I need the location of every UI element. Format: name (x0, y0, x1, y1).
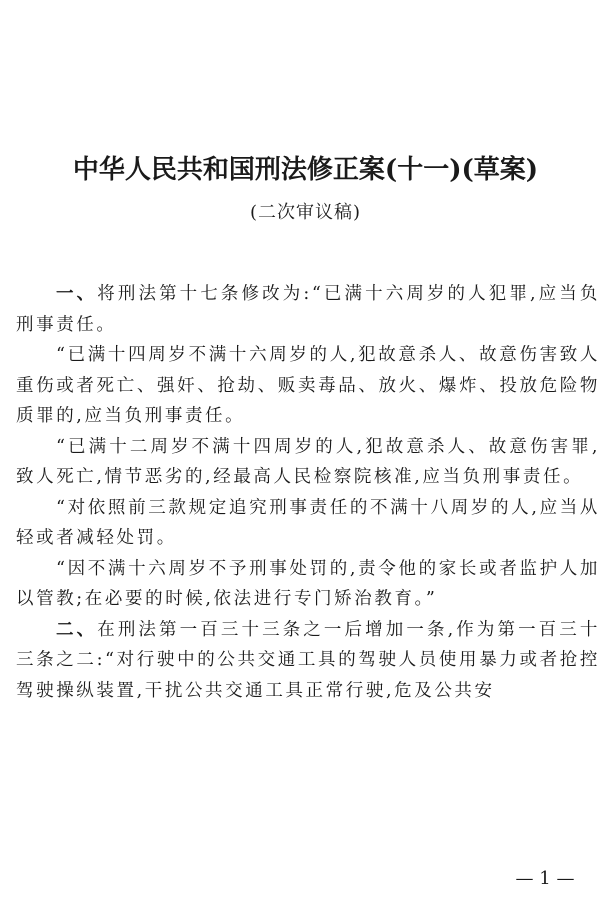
paragraph-1-lead: 一、 (56, 284, 98, 304)
paragraph-5-text: “因不满十六周岁不予刑事处罚的,责令他的家长或者监护人加以管教;在必要的时候,依法进行专门矫治教育。” (16, 558, 600, 609)
paragraph-2-text: “已满十四周岁不满十六周岁的人,犯故意杀人、故意伤害致人重伤或者死亡、强奸、抢劫、贩卖毒品、放火、爆炸、投放危险物质罪的,应当负刑事责任。 (16, 345, 600, 426)
document-body (16, 279, 600, 706)
paragraph-4 (16, 493, 600, 554)
paragraph-3 (16, 432, 600, 493)
document-title: 中华人民共和国刑法修正案(十一)(草案) (72, 155, 539, 185)
paragraph-1 (16, 279, 600, 340)
paragraph-4-text: “对依照前三款规定追究刑事责任的不满十八周岁的人,应当从轻或者减轻处罚。 (16, 497, 600, 548)
page-number: — 1 — (515, 868, 575, 889)
document-subtitle: (二次审议稿) (249, 202, 362, 223)
paragraph-2 (16, 340, 600, 432)
paragraph-6-text: 在刑法第一百三十三条之一后增加一条,作为第一百三十三条之二:“对行驶中的公共交通工具的驾驶人员使用暴力或者抢控驾驶操纵装置,干扰公共交通工具正常行驶,危及公共安 (16, 619, 600, 701)
paragraph-6 (16, 615, 600, 707)
paragraph-1-text: 将刑法第十七条修改为:“已满十六周岁的人犯罪,应当负刑事责任。 (16, 284, 600, 335)
paragraph-5 (16, 554, 600, 615)
paragraph-6-lead: 二、 (56, 619, 98, 640)
paragraph-3-text: “已满十二周岁不满十四周岁的人,犯故意杀人、故意伤害罪,致人死亡,情节恶劣的,经最高人民检察院核准,应当负刑事责任。 (16, 436, 600, 487)
